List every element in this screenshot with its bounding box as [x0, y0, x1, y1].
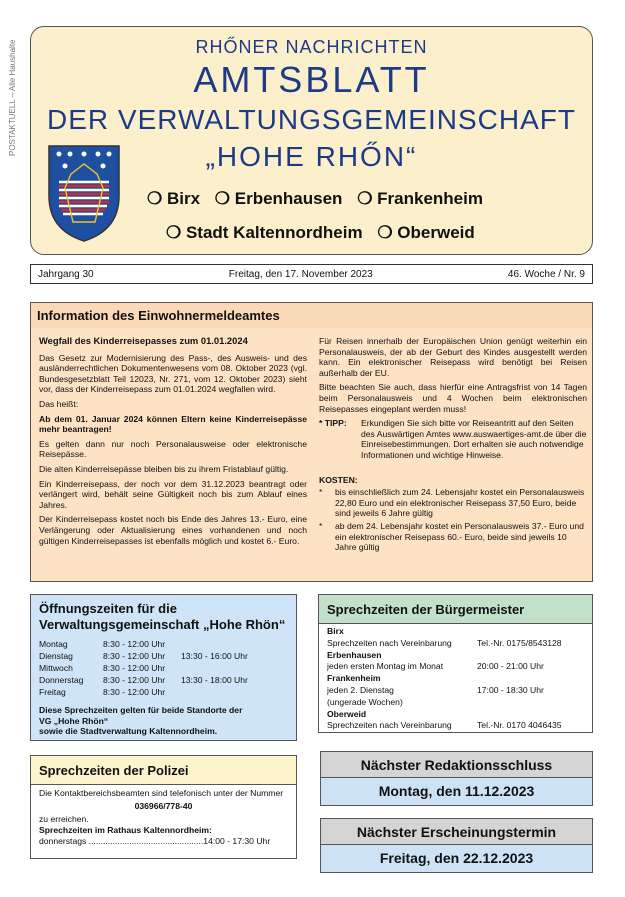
polizei-box	[30, 755, 297, 859]
oeffnungszeiten-box	[30, 594, 297, 741]
kosten-item: * ab dem 24. Lebensjahr kostet ein Personalausweis 37.- Euro und ein elektronischer Reisepass 60.- Euro, beide sind jeweils 10 Jahre gültig	[319, 520, 584, 553]
einwohner-paragraph: Für Reisen innerhalb der Europäischen Union genügt weiterhin ein Personalausweis, der ab der Geburt des Kindes ausgestellt werden kann. Ein elektronischer Reisepass wird benötigt bei Reisen außerhalb der EU.	[319, 336, 587, 378]
issue-volume: Jahrgang 30	[38, 268, 94, 280]
list-item: Sprechzeiten nach Vereinbarung Tel.-Nr. 0175/8543128	[327, 637, 562, 648]
place-oberweid: Oberweid	[327, 708, 367, 719]
einwohner-title: Information des Einwohnermeldeamtes	[31, 303, 592, 329]
einwohner-paragraph: Das heißt:	[39, 398, 79, 409]
place-frankenheim: Frankenheim	[327, 673, 381, 684]
list-item: jeden ersten Montag im Monat 20:00 - 21:00 Uhr	[327, 661, 544, 672]
einwohner-paragraph: Ein Kinderreisepass, der noch vor dem 31.12.2023 beantragt oder verlängert wird, behält seine Gültigkeit noch bis zum Ablauf eines Jahres.	[39, 478, 307, 510]
buergermeister-box	[318, 594, 593, 733]
table-row: Mittwoch 8:30 - 12:00 Uhr	[39, 663, 166, 673]
municipality-erbenhausen: ❍ Erbenhausen	[214, 189, 343, 208]
einwohner-paragraph: Bitte beachten Sie auch, dass hierfür eine Antragsfrist von 14 Tagen beim Personalausweis und 4 Wochen beim elektronischen Reisepasses eingeplant werden muss!	[319, 382, 587, 414]
municipality-birx: ❍ Birx	[147, 189, 201, 208]
erscheinungstermin-label: Nächster Erscheinungstermin	[321, 819, 592, 845]
einwohner-paragraph: Das Gesetz zur Modernisierung des Pass-, des Ausweis- und des ausländerrechtlichen Dokumentenwesens vom 08. Oktober 2023 (vgl. Bundesgesetzblatt Teil 12023, Nr. 271, vom 12. Oktober 2023) sieht vor, dass der Kinderreisepass zum 01.01.2024 wegfallen wird.	[39, 352, 307, 395]
tipp-text: Erkundigen Sie sich bitte vor Reiseantritt auf den Seiten des Auswärtigen Amtes www.auswaertiges-amt.de über die Einreisebestimmungen. Dort erhalten sie auch notwendige Informationen und wichtige Hinweise.	[361, 418, 587, 460]
buergermeister-list	[319, 623, 592, 732]
publication-owner: DER VERWALTUNGSGEMEINSCHAFT	[47, 104, 576, 135]
redaktionsschluss-date: Montag, den 11.12.2023	[321, 778, 592, 805]
kosten-label: KOSTEN:	[319, 474, 358, 485]
einwohner-paragraph: Es gelten dann nur noch Personalausweise oder elektronische Reisepässe.	[39, 438, 307, 460]
list-item-note: (ungerade Wochen)	[327, 696, 403, 707]
place-birx: Birx	[327, 626, 344, 636]
table-row: Donnerstag 8:30 - 12:00 Uhr 13:30 - 18:00 Uhr	[39, 675, 248, 685]
oeffnungszeiten-table	[39, 638, 248, 698]
tipp-block	[319, 418, 587, 460]
einwohner-right-column	[319, 336, 587, 553]
issue-date: Freitag, den 17. November 2023	[228, 268, 373, 280]
list-item: Sprechzeiten nach Vereinbarung Tel.-Nr. 0170 4046435	[327, 720, 562, 731]
buergermeister-title: Sprechzeiten der Bürgermeister	[327, 602, 525, 617]
oeffnungszeiten-title: Öffnungszeiten für die Verwaltungsgemeinschaft „Hohe Rhön“	[39, 601, 286, 632]
coat-of-arms-icon	[45, 142, 123, 244]
einwohner-highlight: Ab dem 01. Januar 2024 können Eltern keine Kinderreisepässe mehr beantragen!	[39, 413, 307, 435]
erscheinungstermin-box	[320, 818, 593, 873]
einwohner-left-column	[39, 336, 307, 550]
erscheinungstermin-date: Freitag, den 22.12.2023	[321, 845, 592, 872]
municipality-kaltennordheim: ❍ Stadt Kaltennordheim	[166, 223, 363, 242]
publication-subtitle: RHŐNER NACHRICHTEN	[195, 37, 428, 57]
einwohnermeldeamt-box	[30, 302, 593, 582]
issue-info-bar	[30, 264, 593, 284]
municipality-oberweid: ❍ Oberweid	[377, 223, 475, 242]
einwohner-headline: Wegfall des Kinderreisepasses zum 01.01.2024	[39, 335, 248, 346]
municipalities-row-2	[166, 223, 485, 243]
publication-title: AMTSBLATT	[193, 59, 430, 100]
masthead	[30, 26, 593, 255]
redaktionsschluss-box	[320, 751, 593, 806]
redaktionsschluss-label: Nächster Redaktionsschluss	[321, 752, 592, 778]
table-row: Freitag 8:30 - 12:00 Uhr	[39, 687, 166, 697]
einwohner-paragraph: Die alten Kinderreisepässe bleiben bis zu ihrem Fristablauf gültig.	[39, 463, 289, 474]
oeffnungszeiten-footer: Diese Sprechzeiten gelten für beide Standorte der VG „Hohe Rhön“ sowie die Stadtverwaltung Kaltennordheim.	[39, 705, 243, 736]
table-row: Montag 8:30 - 12:00 Uhr	[39, 639, 166, 649]
municipality-frankenheim: ❍ Frankenheim	[357, 189, 483, 208]
polizei-body: Die Kontaktbereichsbeamten sind telefonisch unter der Nummer 036966/778-40 zu erreichen. Sprechzeiten im Rathaus Kaltennordheim: donnerstags ................................................14:00 - 17:30 Uhr	[31, 784, 296, 858]
tipp-label: * TIPP:	[319, 418, 347, 429]
einwohner-paragraph: Der Kinderreisepass kostet noch bis Ende des Jahres 13.- Euro, eine Verlängerung oder Aktualisierung eines vorhandenen und noch gültigen Kinderreisepasses ist ebenfalls möglich und kostet 6.- Euro.	[39, 514, 307, 546]
municipalities-row-1	[147, 189, 493, 209]
list-item: jeden 2. Dienstag 17:00 - 18:30 Uhr	[327, 684, 544, 695]
polizei-title: Sprechzeiten der Polizei	[39, 763, 189, 778]
kosten-item: * bis einschließlich zum 24. Lebensjahr kostet ein Personalausweis 22,80 Euro und ein elektronischer Reisepass 37,50 Euro, beide sind jeweils 6 Jahre gültig	[319, 487, 585, 519]
place-erbenhausen: Erbenhausen	[327, 649, 382, 660]
distribution-label: POSTAKTUELL – Alle Haushalte	[8, 40, 17, 157]
polizei-phone: 036966/778-40	[134, 801, 193, 811]
publication-region: „HOHE RHŐN“	[205, 141, 418, 172]
issue-week: 46. Woche / Nr. 9	[507, 268, 585, 280]
table-row: Dienstag 8:30 - 12:00 Uhr 13:30 - 16:00 Uhr	[39, 651, 248, 661]
